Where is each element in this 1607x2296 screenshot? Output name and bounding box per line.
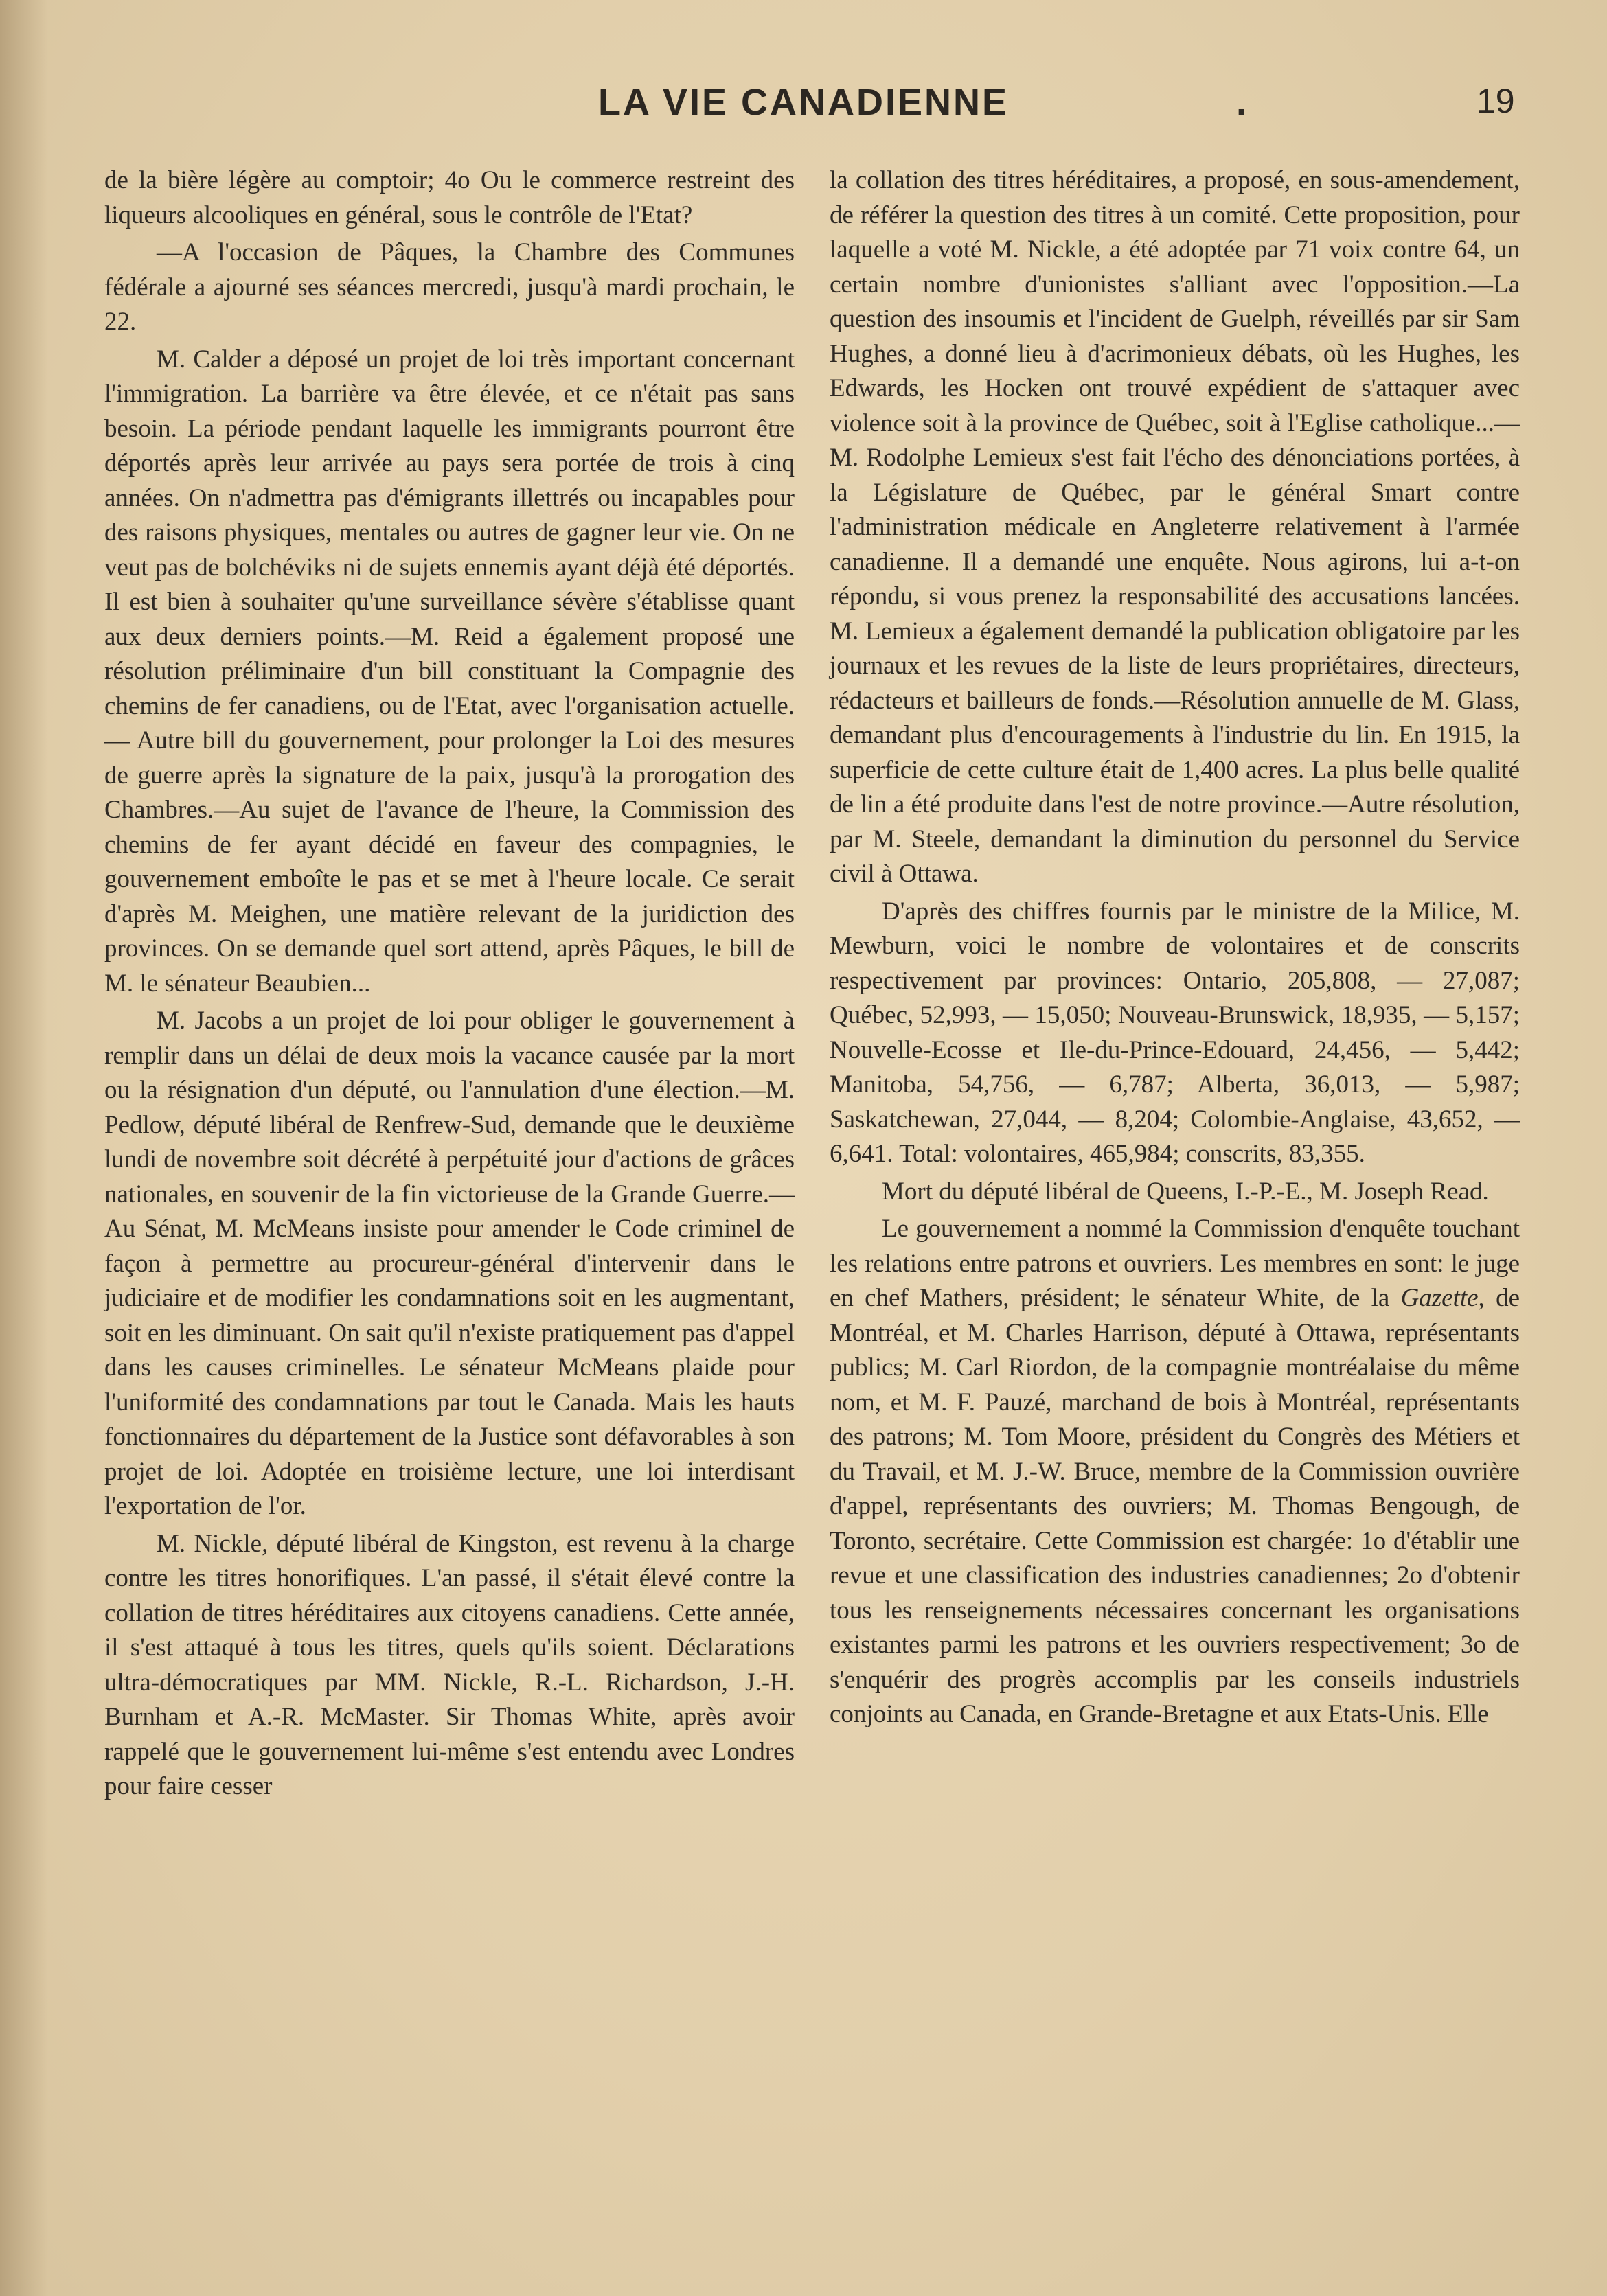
paragraph-right-2: D'après des chiffres fournis par le ministre de la Milice, M. Mewburn, voici le nombre de volontaires et de conscrits respectivement par provinces: Ontario, 205,808, — 27,087; Québec, 52,993, — 15,050; Nouveau-Brunswick, 18,935, — 5,157; Nouvelle-Ecosse et Ile-du-Prince-Edouard, 24,456, — 5,442; Manitoba, 54,756, — 6,787; Alberta, 36,013, — 5,987; Saskatchewan, 27,044, — 8,204; Colombie-Anglaise, 43,652, —6,641. Total: volontaires, 465,984; conscrits, 83,355. bbox=[830, 897, 1520, 1168]
gazette-title: Gazette bbox=[1400, 1284, 1479, 1312]
header-dot: . bbox=[1236, 82, 1247, 123]
right-column bbox=[830, 163, 1520, 1735]
paragraph-right-4-start: Le gouvernement a nommé la Commission d'enquête touchant les relations entre patrons et ouvriers. Les membres en sont: le juge en chef Mathers, président; le sénateur White, de la bbox=[830, 1215, 1520, 1312]
paragraph-left-5: M. Nickle, député libéral de Kingston, est revenu à la charge contre les titres honorifiques. L'an passé, il s'était élevé contre la collation de titres héréditaires aux citoyens canadiens. Cette année, il s'est attaqué à tous les titres, quels qu'ils soient. Déclarations ultra-démocratiques par MM. Nickle, R.-L. Richardson, J.-H. Burnham et A.-R. McMaster. Sir Thomas White, après avoir rappelé que le gouvernement lui-même s'est entendu avec Londres pour faire cesser bbox=[104, 1529, 795, 1800]
paragraph-left-3: M. Calder a déposé un projet de loi très important concernant l'immigration. La barrière va être élevée, et ce n'était pas sans besoin. La période pendant laquelle les immigrants pourront être déportés après leur arrivée au pays sera portée de trois à cinq années. On n'admettra pas d'émigrants illettrés ou incapables pour des raisons physiques, mentales ou autres de gagner leur vie. On ne veut pas de bolchéviks ni de sujets ennemis ayant déjà été déportés. Il est bien à souhaiter qu'une surveillance sévère s'établisse quant aux deux derniers points.—M. Reid a également proposé une résolution préliminaire d'un bill constituant la Compagnie des chemins de fer canadiens, ou de l'Etat, avec l'organisation actuelle. — Autre bill du gouvernement, pour prolonger la Loi des mesures de guerre après la signature de la paix, jusqu'à la prorogation des Chambres.—Au sujet de l'avance de l'heure, la Commission des chemins de fer ayant décidé en faveur des compagnies, le gouvernement emboîte le pas et se met à l'heure locale. Ce serait d'après M. Meighen, une matière relevant de la juridiction des provinces. On se demande quel sort attend, après Pâques, le bill de M. le sénateur Beaubien... bbox=[104, 345, 795, 998]
paragraph-left-4: M. Jacobs a un projet de loi pour obliger le gouvernement à remplir dans un délai de deux mois la vacance causée par la mort ou la résignation d'un député, ou l'annulation d'une élection.—M. Pedlow, député libéral de Renfrew-Sud, demande que le deuxième lundi de novembre soit décrété à perpétuité jour d'actions de grâces nationales, en souvenir de la fin victorieuse de la Grande Guerre.—Au Sénat, M. McMeans insiste pour amender le Code criminel de façon à permettre au procureur-général d'intervenir dans le judiciaire et de modifier les condamnations soit en les augmentant, soit en les diminuant. On sait qu'il n'existe pratiquement pas d'appel dans les causes criminelles. Le sénateur McMeans plaide pour l'uniformité des condamnations par tout le Canada. Mais les hauts fonctionnaires du département de la Justice sont défavorables à son projet de loi. Adoptée en troisième lecture, une loi interdisant l'exportation de l'or. bbox=[104, 1007, 795, 1520]
paragraph-right-1: la collation des titres héréditaires, a proposé, en sous-amendement, de référer la question des titres à un comité. Cette proposition, pour laquelle a voté M. Nickle, a été adoptée par 71 voix contre 64, un certain nombre d'unionistes s'alliant avec l'opposition.—La question des insoumis et l'incident de Guelph, réveillés par sir Sam Hughes, a donné lieu à d'acrimonieux débats, où les Hughes, les Edwards, les Hocken ont trouvé expédient de s'attaquer avec violence soit à la province de Québec, soit à l'Eglise catholique...— M. Rodolphe Lemieux s'est fait l'écho des dénonciations portées, à la Législature de Québec, par le général Smart contre l'administration médicale en Angleterre relativement à l'armée canadienne. Il a demandé une enquête. Nous agirons, lui a-t-on répondu, si vous prenez la responsabilité des accusations lancées. M. Lemieux a également demandé la publication obligatoire par les journaux et les revues de la liste de leurs propriétaires, directeurs, rédacteurs et bailleurs de fonds.—Résolution annuelle de M. Glass, demandant plus d'encouragements à l'industrie du lin. En 1915, la superficie de cette culture était de 1,400 acres. La plus belle qualité de lin a été produite dans l'est de notre province.—Autre résolution, par M. Steele, demandant la diminution du personnel du Service civil à Ottawa. bbox=[830, 166, 1520, 888]
paragraph-right-3: Mort du député libéral de Queens, I.-P.-E., M. Joseph Read. bbox=[882, 1177, 1489, 1206]
running-header-title: LA VIE CANADIENNE bbox=[597, 82, 1010, 123]
page-edge-shadow bbox=[0, 0, 48, 2296]
left-column bbox=[104, 163, 795, 1807]
paragraph-left-2: —A l'occasion de Pâques, la Chambre des Communes fédérale a ajourné ses séances mercredi, jusqu'à mardi prochain, le 22. bbox=[104, 238, 795, 336]
paragraph-right-4 bbox=[830, 1212, 1520, 1732]
paragraph-right-4-end: , de Montréal, et M. Charles Harrison, député à Ottawa, représentants publics; M. Carl Riordon, de la compagnie montréalaise du même nom, et M. F. Pauzé, marchand de bois à Montréal, représentants des patrons; M. Tom Moore, président du Congrès des Métiers et du Travail, et M. J.-W. Bruce, membre de la Commission ouvrière d'appel, représentants des ouvriers; M. Thomas Bengough, de Toronto, secrétaire. Cette Commission est chargée: 1o d'établir une revue et une classification des industries canadiennes; 2o d'obtenir tous les renseignements nécessaires concernant les organisations existantes parmi les patrons et les ouvriers respectivement; 3o de s'enquérir des progrès accomplis par les conseils industriels conjoints au Canada, en Grande-Bretagne et aux Etats-Unis. Elle bbox=[830, 1284, 1520, 1728]
page-number: 19 bbox=[1477, 82, 1515, 120]
paragraph-left-1: de la bière légère au comptoir; 4o Ou le commerce restreint des liqueurs alcooliques en général, sous le contrôle de l'Etat? bbox=[104, 166, 795, 229]
